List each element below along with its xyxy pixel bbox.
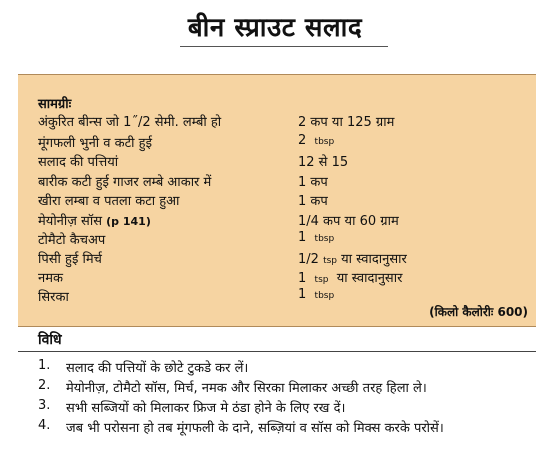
ingredient-unit: tbsp bbox=[314, 291, 335, 301]
ingredient-name: पिसी हुई मिर्च bbox=[38, 252, 102, 267]
ingredient-qty: 1/4 कप या 60 ग्राम bbox=[298, 214, 399, 229]
ingredient-qty: 12 से 15 bbox=[298, 155, 349, 170]
ingredient-qty: 2 कप या 125 ग्राम bbox=[298, 115, 395, 130]
ingredient-name: खीरा लम्बा व पतला कटा हुआ bbox=[38, 194, 180, 209]
ingredient-unit: tbsp bbox=[314, 137, 335, 147]
ingredients-heading: सामग्रीः bbox=[38, 97, 72, 112]
ingredient-row bbox=[0, 268, 550, 286]
ingredient-qty: 1 कप bbox=[298, 175, 328, 190]
ingredient-name: मूंगफली भुनी व कटी हुई bbox=[38, 136, 152, 151]
ingredient-name: सलाद की पत्तियां bbox=[38, 155, 119, 170]
ingredient-qty-group bbox=[298, 230, 334, 245]
ingredient-row bbox=[0, 152, 550, 170]
ingredient-name-group bbox=[38, 211, 151, 229]
ingredient-qty-group bbox=[298, 133, 334, 148]
step-text: सलाद की पत्तियों के छोटे टुकडे कर लें। bbox=[66, 361, 249, 376]
ingredient-name: मेयोनीज़ सॉस bbox=[38, 214, 102, 229]
ingredient-name: सिरका bbox=[38, 290, 69, 305]
step-number: 1. bbox=[38, 358, 51, 373]
ingredient-row bbox=[0, 211, 550, 229]
method-heading: विधि bbox=[38, 332, 62, 348]
ingredient-qty: 1 bbox=[298, 287, 307, 302]
ingredient-qty-group bbox=[298, 287, 334, 302]
recipe-title: बीन स्प्राउट सलाद bbox=[187, 13, 363, 43]
ingredient-unit: tsp bbox=[323, 256, 337, 266]
ingredient-qty-suffix: या स्वादानुसार bbox=[336, 271, 403, 286]
title-underline bbox=[180, 46, 388, 47]
ingredient-qty: 1 bbox=[298, 271, 307, 286]
ingredient-qty: 1 कप bbox=[298, 194, 328, 209]
ingredient-qty-group bbox=[298, 268, 402, 286]
ingredient-qty-suffix: या स्वादानुसार bbox=[341, 252, 407, 267]
ingredient-name: बारीक कटी हुई गाजर लम्बे आकार में bbox=[38, 175, 212, 190]
ingredient-row bbox=[0, 230, 550, 248]
calorie-note: (किलो कैलोरीः 600) bbox=[429, 305, 528, 319]
ingredient-qty: 1 bbox=[298, 230, 307, 245]
ingredient-name: अंकुरित बीन्स जो 1˝/2 सेमी. लम्बी हो bbox=[38, 115, 222, 130]
ingredient-name: नमक bbox=[38, 271, 63, 286]
ingredient-qty: 2 bbox=[298, 133, 307, 148]
step-text: सभी सब्जियों को मिलाकर फ्रिज मे ठंडा होने के लिए रख दें। bbox=[66, 401, 346, 416]
step-text: मेयोनीज़, टोमैटो सॉस, मिर्च, नमक और सिरका मिलाकर अच्छी तरह हिला ले। bbox=[66, 381, 427, 396]
ingredient-unit: tsp bbox=[314, 275, 329, 285]
ingredient-row bbox=[0, 172, 550, 190]
ingredient-row bbox=[0, 191, 550, 209]
ingredient-row bbox=[0, 133, 550, 151]
step-number: 4. bbox=[38, 418, 51, 433]
ingredient-qty-group bbox=[298, 249, 407, 267]
ingredient-name: टोमैटो कैचअप bbox=[38, 233, 106, 248]
ingredient-row bbox=[0, 112, 550, 130]
ingredient-unit: tbsp bbox=[314, 234, 335, 244]
step-number: 2. bbox=[38, 378, 51, 393]
method-divider bbox=[18, 351, 536, 352]
ingredient-row bbox=[0, 249, 550, 267]
ingredient-qty: 1/2 bbox=[298, 252, 319, 267]
step-number: 3. bbox=[38, 398, 51, 413]
step-text: जब भी परोसना हो तब मूंगफली के दाने, सब्ज़ियां व सॉस को मिक्स करके परोसें। bbox=[66, 421, 444, 436]
page-reference: (p 141) bbox=[106, 215, 151, 228]
